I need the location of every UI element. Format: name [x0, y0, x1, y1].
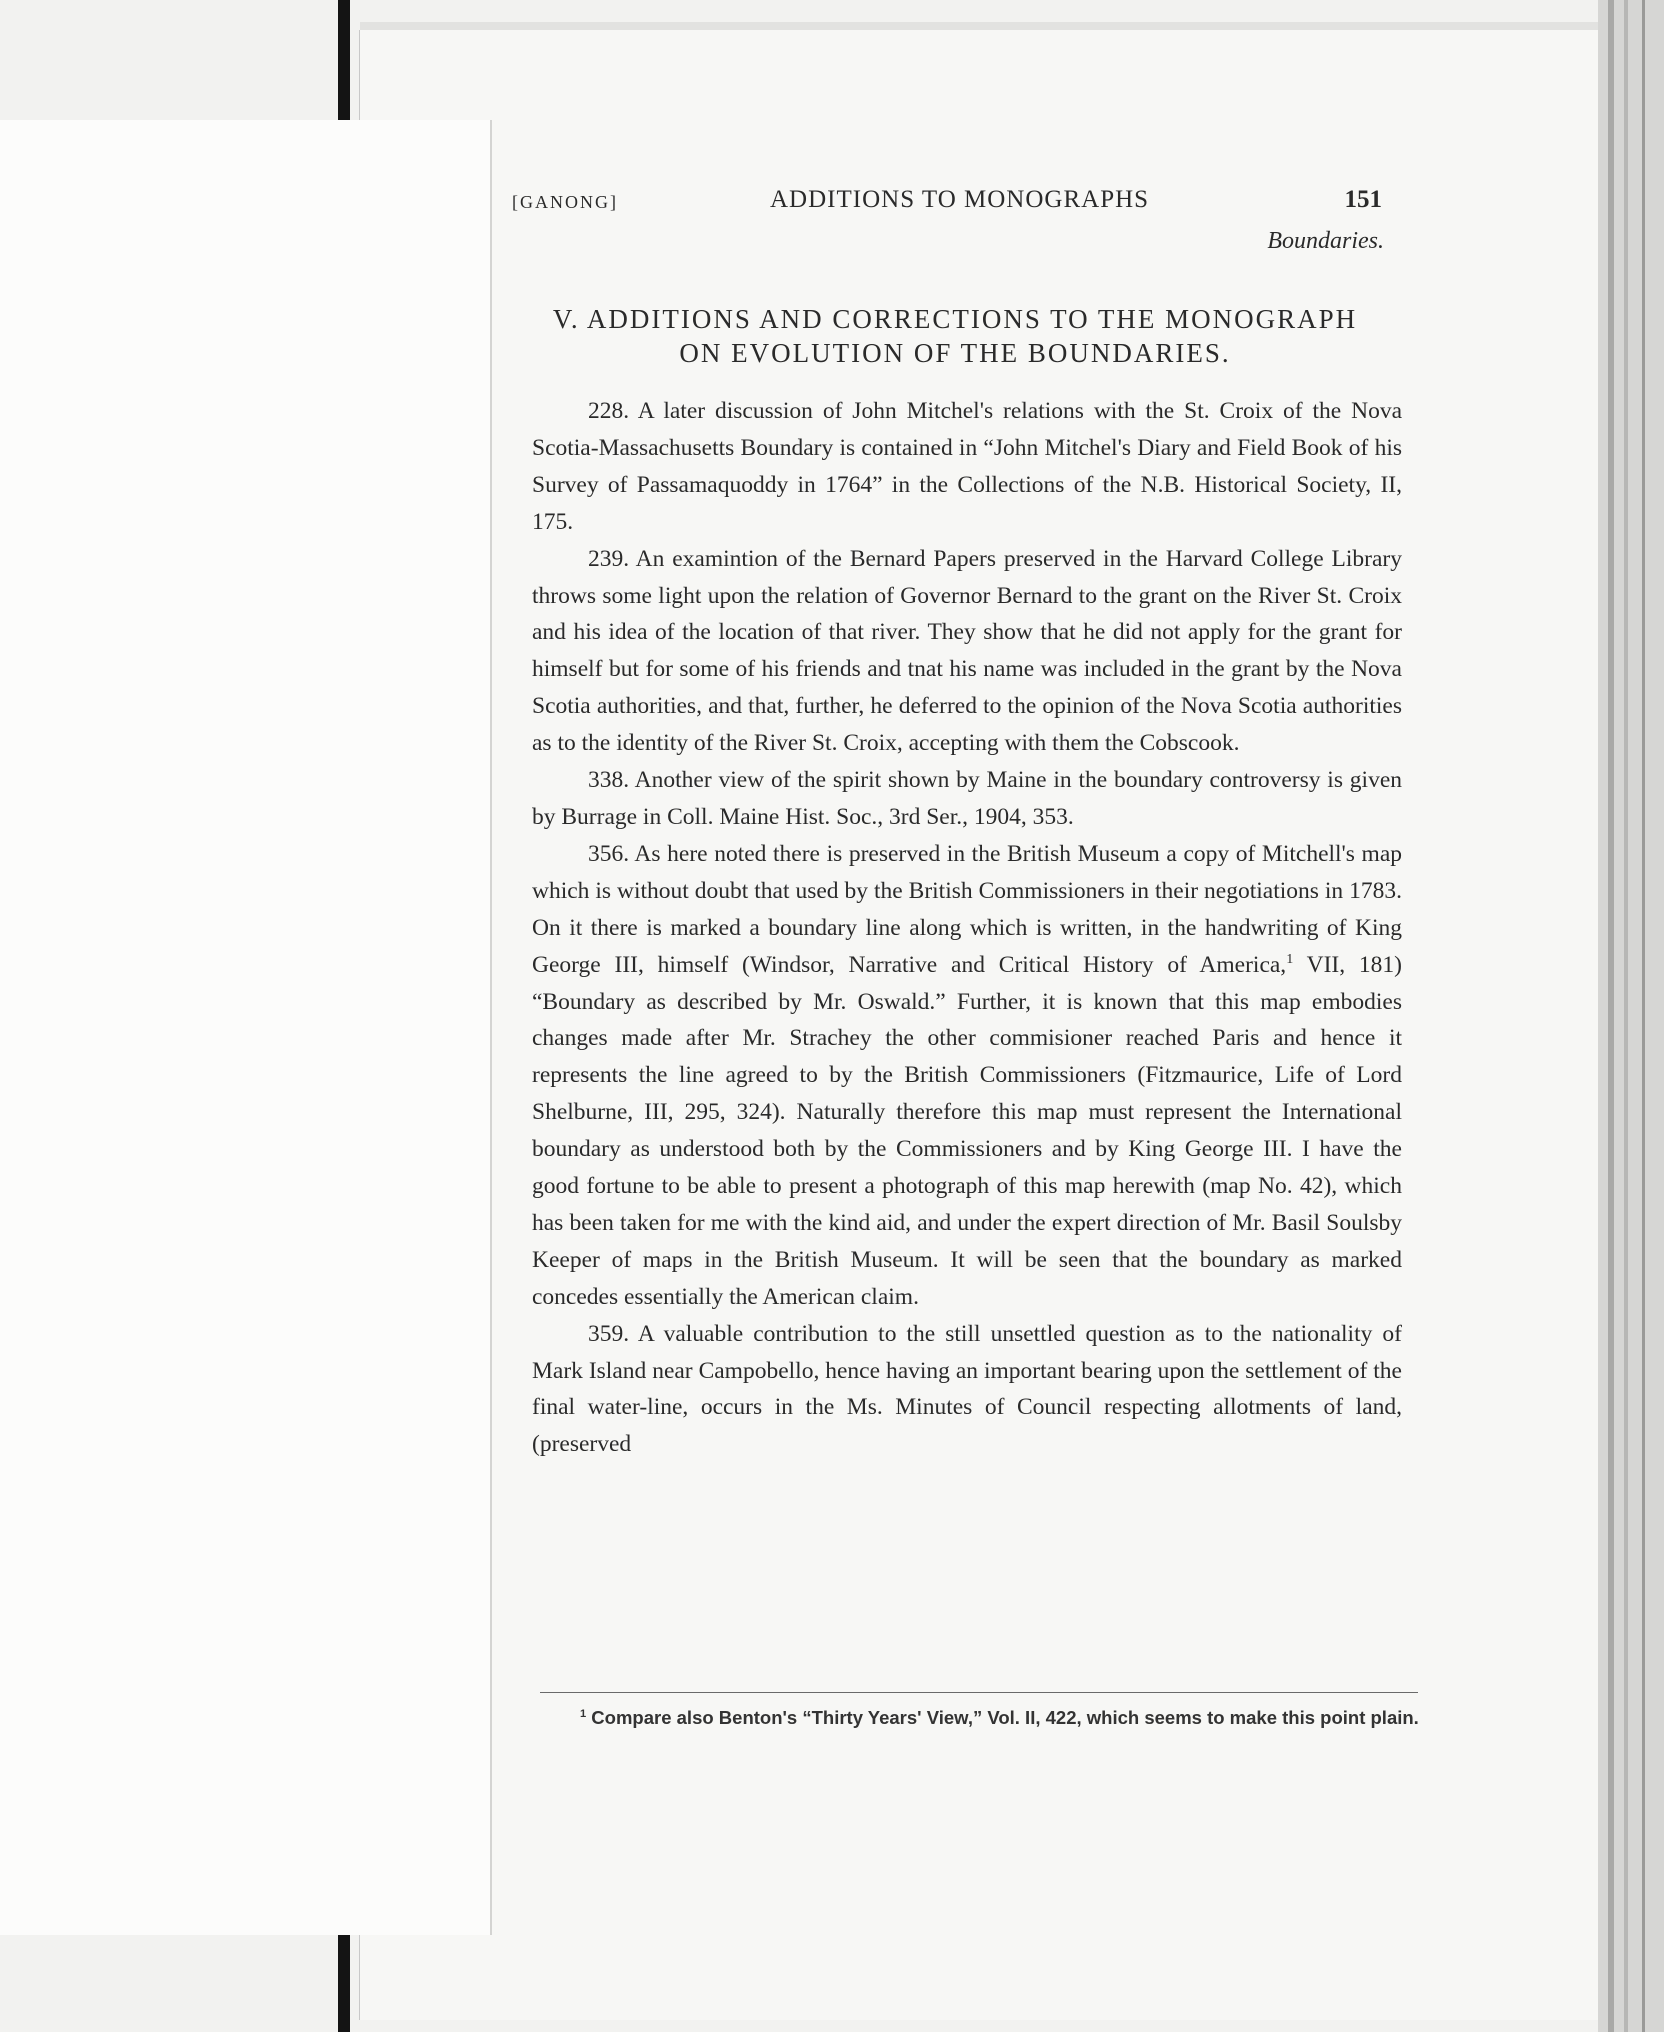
right-page-edge-stripe-3 [1642, 0, 1645, 2032]
footnote [540, 1704, 1420, 1731]
right-page-edge [1598, 0, 1664, 2032]
paragraph-338: 338. Another view of the spirit shown by Maine in the boundary controversy is given by Burrage in Coll. Maine Hist. Soc., 3rd Ser., 1904, 353. [532, 767, 1402, 830]
footnote-mark: 1 [580, 1707, 587, 1720]
footnote-reference-mark: 1 [1286, 950, 1294, 967]
section-heading-line-1: V. ADDITIONS AND CORRECTIONS TO THE MONOGRAPH [552, 304, 1358, 334]
binding-bar-top [338, 0, 350, 120]
right-page-edge-stripe-2 [1624, 0, 1628, 2032]
page-number: 151 [1344, 186, 1382, 213]
paragraph-356-part-1: 356. As here noted there is preserved in the British Museum a copy of Mitchell's map which is without doubt that used by the British Commissioners in their negotiations in 1783. On it there is marked a boundary line along which is written, in the handwriting of King George III, himself (Windsor, Narrative and Critical History of America, [532, 840, 1402, 978]
paragraph-228: 228. A later discussion of John Mitchel's relations with the St. Croix of the Nova Scotia-Massachusetts Boundary is contained in “John Mitchel's Diary and Field Book of his Survey of Passamaquoddy in 1764” in the Collections of the N.B. Historical Society, II, 175. [532, 398, 1402, 535]
paragraph-359: 359. A valuable contribution to the still unsettled question as to the nationality of Mark Island near Campobello, hence having an important bearing upon the settlement of the final water-line, occurs in the Ms. Minutes of Council respecting allotments of land, (preserved [532, 1320, 1402, 1458]
right-page-edge-stripe [1608, 0, 1614, 2032]
paragraph-239: 239. An examintion of the Bernard Papers preserved in the Harvard College Library throws some light upon the relation of Governor Bernard to the grant on the River St. Croix and his idea of the location of that river. They show that he did not apply for the grant for himself but for some of his friends and tnat his name was included in the grant by the Nova Scotia authorities, and that, further, he deferred to the opinion of the Nova Scotia authorities as to the identity of the River St. Croix, accepting with them the Cobscook. [532, 545, 1402, 757]
section-heading [512, 302, 1398, 370]
paragraph-356-part-2: VII, 181) “Boundary as described by Mr. Oswald.” Further, it is known that this map embodies changes made after Mr. Strachey the other commisioner reached Paris and hence it represents the line agreed to by the British Commissioners (Fitzmaurice, Life of Lord Shelburne, III, 295, 324). Naturally therefore this map must represent the International boundary as understood both by the Commissioners and by King George III. I have the good fortune to be able to present a photograph of this map herewith (map No. 42), which has been taken for me with the kind aid, and under the expert direction of Mr. Basil Soulsby Keeper of maps in the British Museum. It will be seen that the boundary as marked concedes essentially the American claim. [532, 951, 1402, 1310]
section-label: Boundaries. [1267, 228, 1384, 254]
page-top-edge [360, 22, 1598, 30]
footnote-text: Compare also Benton's “Thirty Years' View,” Vol. II, 422, which seems to make this point plain. [586, 1707, 1419, 1728]
running-head-author: [GANONG] [512, 192, 618, 212]
running-head-title: ADDITIONS TO MONOGRAPHS [770, 186, 1150, 213]
footnote-divider [540, 1692, 1418, 1693]
binding-bar-bottom [338, 1930, 350, 2032]
paragraph-356 [532, 836, 1402, 1316]
running-head [512, 186, 1382, 220]
left-paper-sheet [0, 120, 492, 1935]
body-text [532, 393, 1402, 1463]
section-heading-line-2: ON EVOLUTION OF THE BOUNDARIES. [679, 338, 1231, 368]
